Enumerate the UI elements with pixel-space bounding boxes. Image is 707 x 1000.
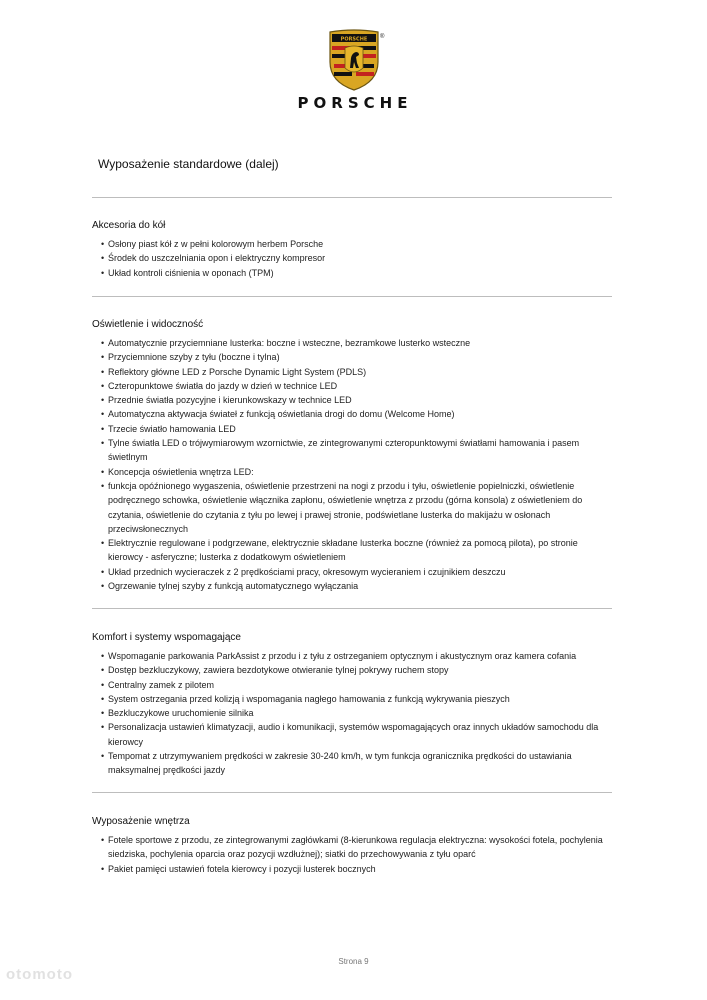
list-item: • Środek do uszczelniania opon i elektryczny kompresor [92, 251, 614, 265]
watermark: otomoto [6, 966, 73, 983]
item-list [92, 237, 614, 280]
section-lighting-visibility [92, 318, 614, 593]
porsche-wordmark: PORSCHE [297, 94, 413, 112]
list-item: • Wspomaganie parkowania ParkAssist z przodu i z tyłu z ostrzeganiem optycznym i akustycznym oraz kamera cofania [92, 649, 614, 663]
list-item: • Dostęp bezkluczykowy, zawiera bezdotykowe otwieranie tylnej pokrywy ruchem stopy [92, 663, 614, 677]
section-title: Akcesoria do kół [92, 220, 166, 231]
list-item: • Automatycznie przyciemniane lusterka: boczne i wsteczne, bezramkowe lusterko wsteczne [92, 336, 614, 350]
list-item: • Układ kontroli ciśnienia w oponach (TPM) [92, 266, 614, 280]
list-item: • System ostrzegania przed kolizją i wspomagania nagłego hamowania z funkcją wykrywania pieszych [92, 692, 614, 706]
item-list [92, 833, 614, 876]
list-item: • funkcja opóźnionego wygaszenia, oświetlenie przestrzeni na nogi z przodu i tyłu, oświetlenie popielniczki, oświetlenie podręcznego schowka, oświetlenie włącznika zapłonu, oświetlenie wnętrza z przodu (górna konsola) z oświetleniem do czytania, oświetlenie do czytania z tyłu po lewej i prawej stronie, podświetlane lusterka do makijażu w osłonach przeciwsłonecznych [92, 479, 614, 536]
porsche-crest-icon [326, 28, 385, 92]
page-number: Strona 9 [338, 957, 369, 966]
crest-lettering: PORSCHE [340, 36, 368, 43]
registered-mark: ® [380, 34, 385, 40]
list-item: • Czteropunktowe światła do jazdy w dzień w technice LED [92, 379, 614, 393]
list-item: • Przednie światła pozycyjne i kierunkowskazy w technice LED [92, 393, 614, 407]
list-item: • Tempomat z utrzymywaniem prędkości w zakresie 30-240 km/h, w tym funkcja ogranicznika prędkości do ustawiania maksymalnej prędkości jazdy [92, 749, 614, 778]
section-title: Oświetlenie i widoczność [92, 319, 204, 330]
page-title: Wyposażenie standardowe (dalej) [98, 157, 279, 171]
section-comfort-assist [92, 631, 614, 778]
list-item: • Przyciemnione szyby z tyłu (boczne i tylna) [92, 350, 614, 364]
list-item: • Elektrycznie regulowane i podgrzewane, elektrycznie składane lusterka boczne (również za pomocą pilota), po stronie kierowcy - asferyczne; lusterka z dodatkowym oświetleniem [92, 536, 614, 565]
item-list [92, 649, 614, 778]
section-title: Komfort i systemy wspomagające [92, 632, 241, 643]
list-item: • Koncepcja oświetlenia wnętrza LED: [92, 465, 614, 479]
list-item: • Ogrzewanie tylnej szyby z funkcją automatycznego wyłączania [92, 579, 614, 593]
divider [92, 792, 612, 793]
list-item: • Trzecie światło hamowania LED [92, 422, 614, 436]
section-title: Wyposażenie wnętrza [92, 816, 190, 827]
list-item: • Układ przednich wycieraczek z 2 prędkościami pracy, okresowym wycieraniem i czujnikiem deszczu [92, 565, 614, 579]
item-list [92, 336, 614, 593]
divider [92, 608, 612, 609]
divider [92, 296, 612, 297]
divider [92, 197, 612, 198]
list-item: • Centralny zamek z pilotem [92, 678, 614, 692]
list-item: • Bezkluczykowe uruchomienie silnika [92, 706, 614, 720]
list-item: • Osłony piast kół z w pełni kolorowym herbem Porsche [92, 237, 614, 251]
list-item: • Pakiet pamięci ustawień fotela kierowcy i pozycji lusterek bocznych [92, 862, 614, 876]
list-item: • Automatyczna aktywacja świateł z funkcją oświetlania drogi do domu (Welcome Home) [92, 407, 614, 421]
list-item: • Personalizacja ustawień klimatyzacji, audio i komunikacji, systemów wspomagających oraz innych układów samochodu dla kierowcy [92, 720, 614, 749]
section-interior [92, 815, 614, 876]
section-wheel-accessories [92, 219, 614, 280]
list-item: • Reflektory główne LED z Porsche Dynamic Light System (PDLS) [92, 365, 614, 379]
porsche-logo [275, 28, 435, 114]
list-item: • Fotele sportowe z przodu, ze zintegrowanymi zagłówkami (8-kierunkowa regulacja elektryczna: wysokości fotela, pochylenia siedziska, pochylenia oparcia oraz pozycji wzdłużnej); siatki do przechowywania z tyłu oparć [92, 833, 614, 862]
list-item: • Tylne światła LED o trójwymiarowym wzornictwie, ze zintegrowanymi czteropunktowymi światłami hamowania i pasem świetlnym [92, 436, 614, 465]
